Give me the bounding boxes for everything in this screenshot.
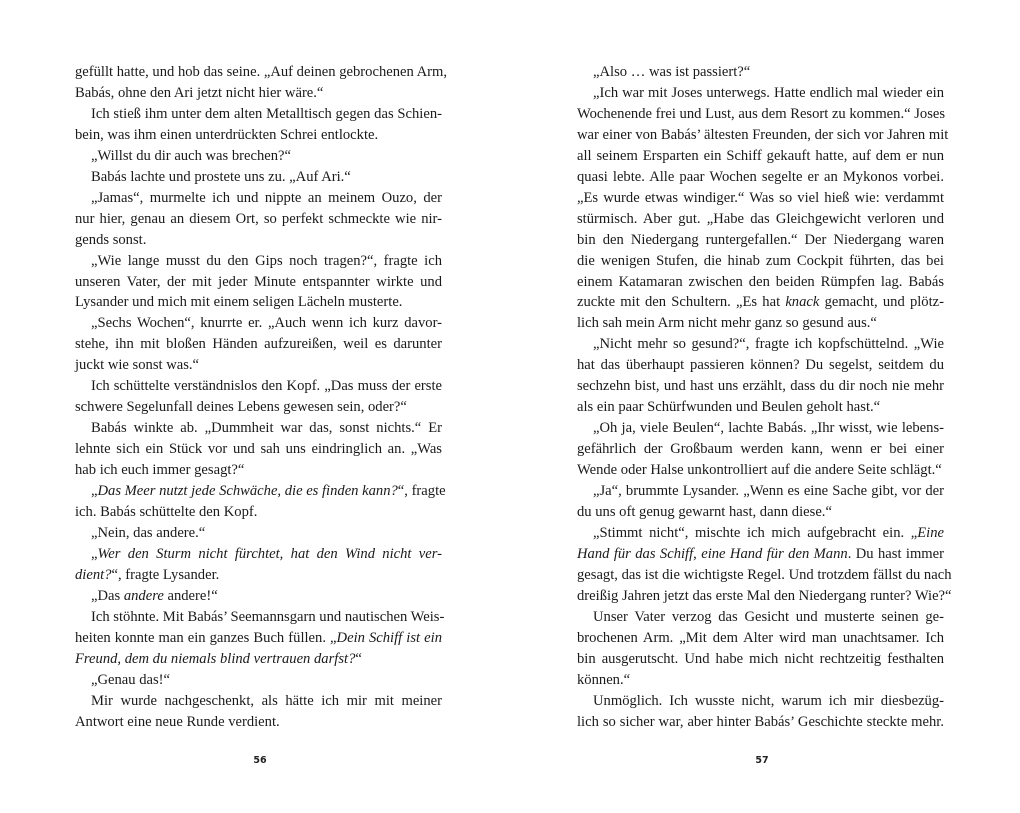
left-page-text [75, 62, 448, 733]
text-line: gefährlich der Großbaum werden kann, wenn er bei einer [577, 441, 944, 458]
text-line: „Willst du dir auch was brechen?“ [91, 147, 291, 164]
text-line: „Ich war mit Joses unterwegs. Hatte endlich mal wieder ein [593, 84, 944, 101]
right-page-text [577, 62, 952, 733]
left-page-number: 56 [253, 755, 267, 766]
right-page-number: 57 [755, 755, 769, 766]
text-line: gefüllt hatte, und hob das seine. „Auf deinen gebrochenen Arm, [75, 64, 448, 80]
text-line: „Ja“, brummte Lysander. „Wenn es eine Sache gibt, vor der [593, 483, 944, 500]
text-line: „Genau das!“ [91, 671, 171, 688]
text-line: sechzehn bist, und hast uns erzählt, dass du dir noch nie mehr [577, 378, 944, 395]
text-line: Lysander und mich mit einem seligen Lächeln musterte. [75, 294, 403, 311]
text-line: Antwort eine neue Runde verdient. [75, 713, 280, 730]
text-line: ich. Babás schüttelte den Kopf. [75, 504, 258, 521]
text-line: Babás winkte ab. „Dummheit war das, sonst nichts.“ Er [91, 420, 442, 437]
text-line: Freund, dem du niemals blind vertrauen darfst?“ [75, 650, 362, 667]
text-line: hab ich euch immer gesagt?“ [75, 462, 245, 479]
right-page [577, 62, 952, 733]
text-line: juckt wie sonst was.“ [75, 357, 200, 374]
text-line: „Es wurde etwas windiger.“ Was so viel hieß wie: verdammt [577, 189, 944, 206]
text-line: unseren Vater, der mit jeder Minute entspannter wirkte und [75, 273, 442, 290]
text-line: „Das Meer nutzt jede Schwäche, die es finden kann?“, fragte [91, 483, 446, 500]
text-line: all seinem Ersparten ein Schiff gekauft hatte, auf dem er nun [577, 147, 944, 164]
text-line: Babás, ohne den Ari jetzt nicht hier wäre.“ [75, 84, 324, 101]
text-line: „Das andere andere!“ [91, 587, 218, 604]
text-line: war einer von Babás’ ältesten Freunden, der sich vor Jahren mit [577, 126, 949, 143]
text-line: „Nicht mehr so gesund?“, fragte ich kopfschüttelnd. „Wie [593, 336, 944, 353]
text-line: Mir wurde nachgeschenkt, als hätte ich mir mit meiner [91, 692, 442, 709]
text-line: zuckte mit den Schultern. „Es hat knack gemacht, und plötz- [577, 294, 944, 311]
text-line: stürmisch. Aber gut. „Habe das Gleichgewicht verloren und [577, 210, 944, 227]
text-line: „Jamas“, murmelte ich und nippte an meinem Ouzo, der [91, 189, 442, 206]
left-page [75, 62, 448, 733]
text-line: bein, was ihm einen unterdrückten Schrei entlockte. [75, 126, 379, 143]
text-line: Unmöglich. Ich wusste nicht, warum ich mir diesbezüg- [593, 692, 944, 709]
text-line: Wende oder Halse unkontrolliert auf die andere Seite schlägt.“ [577, 462, 942, 479]
text-line: schwere Segelunfall deines Lebens gewesen sein, oder?“ [75, 399, 407, 416]
text-line: Ich stieß ihm unter dem alten Metalltisch gegen das Schien- [91, 105, 442, 122]
text-line: einem Katamaran zwischen den beiden Rümpfen lag. Babás [577, 273, 944, 290]
text-line: gesagt, das ist die wichtigste Regel. Und trotzdem fällst du nach [577, 566, 952, 583]
text-line: Ich schüttelte verständnislos den Kopf. „Das muss der erste [91, 378, 442, 395]
text-line: bin den Niedergang runtergefallen.“ Der Niedergang waren [577, 231, 944, 248]
text-line: du uns oft genug gewarnt hast, dann diese.“ [577, 504, 832, 521]
text-line: hat das überhaupt passieren können? Du segelst, seitdem du [577, 357, 944, 374]
text-line: „Wie lange musst du den Gips noch tragen?“, fragte ich [91, 252, 442, 269]
text-line: „Stimmt nicht“, mischte ich mich aufgebracht ein. „Eine [593, 524, 944, 541]
text-line: brochenen Arm. „Mit dem Alter wird man unachtsamer. Ich [577, 629, 944, 646]
text-line: „Also … was ist passiert?“ [593, 64, 751, 80]
text-line: bin ausgerutscht. Und habe mich nicht rechtzeitig festhalten [577, 650, 944, 667]
text-line: die wenigen Stufen, die hinab zum Cockpit führten, das bei [577, 252, 944, 269]
text-line: stehe, ihn mit bloßen Händen aufzureißen, weil es darunter [75, 336, 442, 353]
text-line: nur hier, genau an diesem Ort, so perfekt schmeckte wie nir- [75, 210, 442, 227]
text-line: als ein paar Schürfwunden und Beulen geholt hast.“ [577, 399, 881, 416]
text-line: „Wer den Sturm nicht fürchtet, hat den Wind nicht ver- [91, 545, 442, 562]
text-line: lehnte sich ein Stück vor und sah uns eindringlich an. „Was [75, 441, 442, 458]
text-line: quasi lebte. Alle paar Wochen segelte er an Mykonos vorbei. [577, 168, 944, 185]
text-line: dreißig Jahren jetzt das erste Mal den Niedergang runter? Wie?“ [577, 587, 952, 604]
text-line: lich sah mein Arm nicht mehr ganz so gesund aus.“ [577, 315, 877, 332]
text-line: gends sonst. [75, 231, 147, 248]
text-line: können.“ [577, 671, 631, 688]
text-line: dient?“, fragte Lysander. [75, 566, 220, 583]
text-line: Wochenende frei und Lust, aus dem Resort zu kommen.“ Joses [577, 105, 946, 122]
text-line: Hand für das Schiff, eine Hand für den Mann. Du hast immer [577, 545, 944, 562]
text-line: Ich stöhnte. Mit Babás’ Seemannsgarn und nautischen Weis- [91, 608, 445, 625]
text-line: heiten konnte man ein ganzes Buch füllen. „Dein Schiff ist ein [75, 629, 442, 646]
text-line: „Nein, das andere.“ [91, 524, 206, 541]
text-line: „Oh ja, viele Beulen“, lachte Babás. „Ihr wisst, wie lebens- [593, 420, 944, 437]
text-line: lich so sicher war, aber hinter Babás’ Geschichte steckte mehr. [577, 713, 944, 730]
text-line: Babás lachte und prostete uns zu. „Auf Ari.“ [91, 168, 351, 185]
text-line: „Sechs Wochen“, knurrte er. „Auch wenn ich kurz davor- [91, 315, 442, 332]
text-line: Unser Vater verzog das Gesicht und musterte seinen ge- [593, 608, 944, 625]
